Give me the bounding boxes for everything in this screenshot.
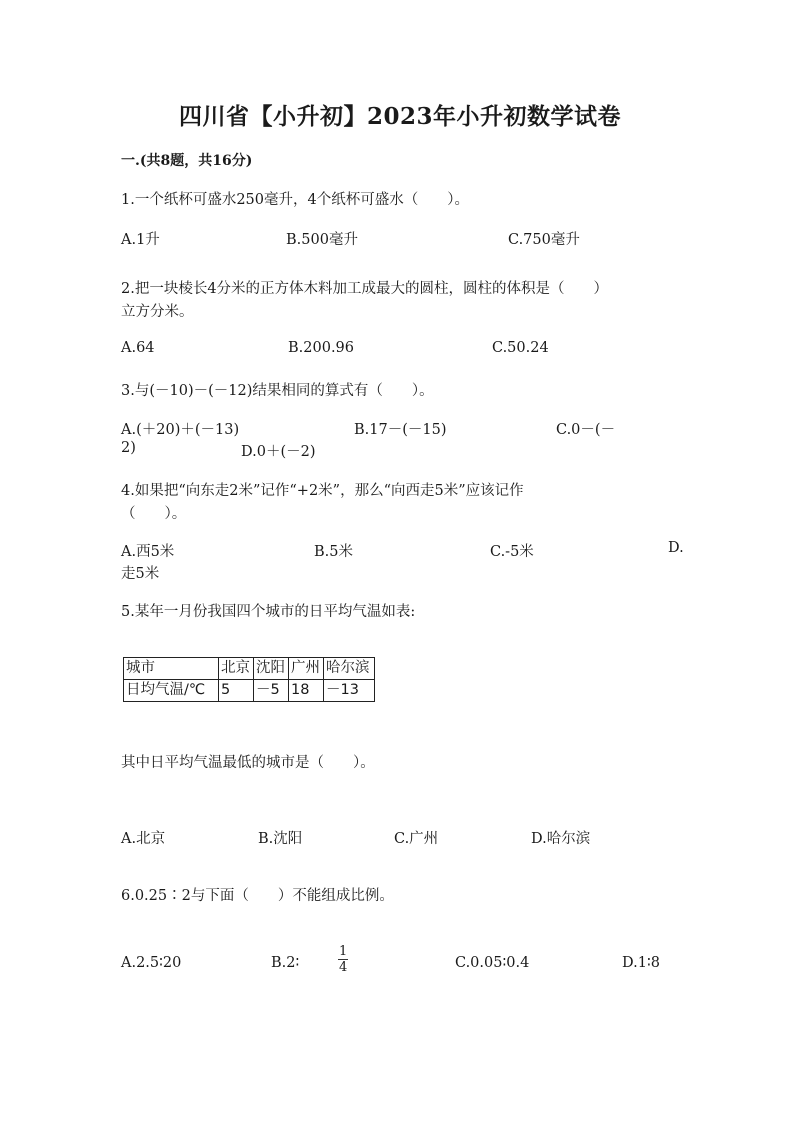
question-6-fraction xyxy=(338,944,348,975)
table-row xyxy=(124,680,375,702)
table-cell: 18 xyxy=(289,680,324,702)
question-3-option-c-line2: 2) xyxy=(121,440,136,456)
temperature-table xyxy=(123,657,375,702)
question-3-stem: 3.与(－10)－(－12)结果相同的算式有（ ）。 xyxy=(121,383,434,399)
question-1-option-b: B.500毫升 xyxy=(286,232,358,248)
table-cell: －13 xyxy=(324,680,375,702)
question-4-option-d-line1: D. xyxy=(668,540,684,556)
question-2-option-b: B.200.96 xyxy=(288,340,355,356)
question-6-option-c: C.0.05∶0.4 xyxy=(455,955,530,971)
table-cell: －5 xyxy=(254,680,289,702)
table-cell: 城市 xyxy=(124,658,219,680)
page-title: 四川省【小升初】2023年小升初数学试卷 xyxy=(178,103,621,130)
table-cell: 5 xyxy=(219,680,254,702)
question-4-option-d-line2: 走5米 xyxy=(121,566,160,582)
question-4-option-a: A.西5米 xyxy=(121,544,175,560)
table-cell: 哈尔滨 xyxy=(324,658,375,680)
question-3-option-a: A.(＋20)＋(－13) xyxy=(121,422,240,438)
table-row xyxy=(124,658,375,680)
question-2-option-c: C.50.24 xyxy=(492,340,549,356)
question-5-option-a: A.北京 xyxy=(121,831,166,847)
table-cell: 日均气温/℃ xyxy=(124,680,219,702)
question-3-option-c-line1: C.0－(－ xyxy=(556,422,616,438)
question-1-stem: 1.一个纸杯可盛水250毫升，4个纸杯可盛水（ ）。 xyxy=(121,192,469,208)
question-2-stem-line1: 2.把一块棱长4分米的正方体木料加工成最大的圆柱，圆柱的体积是（ ） xyxy=(121,281,609,297)
table-cell: 沈阳 xyxy=(254,658,289,680)
question-6-option-b: B.2∶ xyxy=(271,955,300,971)
question-1-option-a: A.1升 xyxy=(121,232,160,248)
fraction-denominator: 4 xyxy=(339,960,348,975)
question-6-option-d: D.1∶8 xyxy=(622,955,660,971)
question-6-stem: 6.0.25∶2与下面（ ）不能组成比例。 xyxy=(121,888,394,904)
question-5-option-c: C.广州 xyxy=(394,831,439,847)
question-1-option-c: C.750毫升 xyxy=(508,232,580,248)
question-4-option-c: C.-5米 xyxy=(490,544,534,560)
question-2-stem-line2: 立方分米。 xyxy=(121,304,194,320)
question-4-stem-line1: 4.如果把“向东走2米”记作“+2米”，那么“向西走5米”应该记作 xyxy=(121,483,524,499)
table-cell: 广州 xyxy=(289,658,324,680)
question-3-option-b: B.17－(－15) xyxy=(354,422,447,438)
table-cell: 北京 xyxy=(219,658,254,680)
question-4-option-b: B.5米 xyxy=(314,544,353,560)
question-6-option-a: A.2.5∶20 xyxy=(121,955,182,971)
fraction-numerator: 1 xyxy=(339,944,348,959)
question-4-stem-line2: （ ）。 xyxy=(121,506,187,522)
question-2-option-a: A.64 xyxy=(121,340,155,356)
question-5-question: 其中日平均气温最低的城市是（ ）。 xyxy=(121,755,375,771)
question-5-option-d: D.哈尔滨 xyxy=(531,831,591,847)
question-5-stem: 5.某年一月份我国四个城市的日平均气温如表: xyxy=(121,604,416,620)
question-3-option-d: D.0＋(－2) xyxy=(241,444,316,460)
section-heading: 一.(共8题，共16分) xyxy=(121,153,253,169)
question-5-option-b: B.沈阳 xyxy=(258,831,303,847)
